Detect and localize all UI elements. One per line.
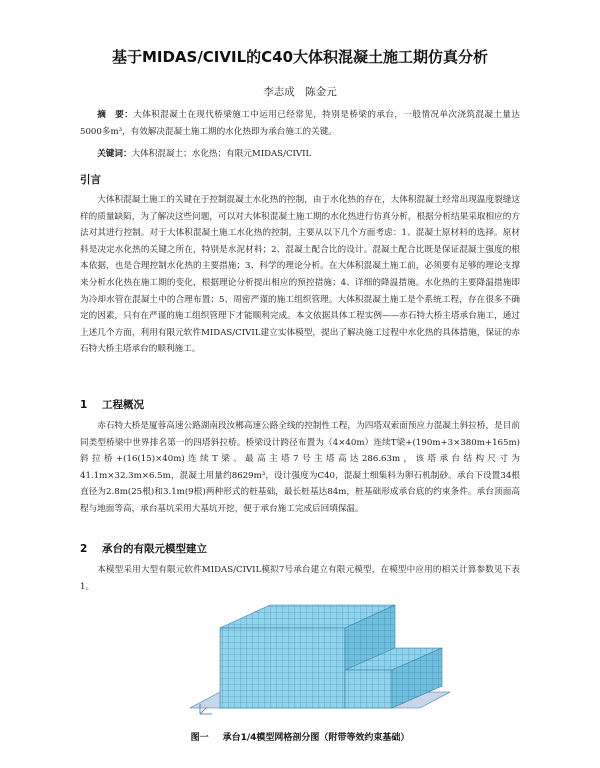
- section2-paragraph: 本模型采用大型有限元软件MIDAS/CIVIL模拟7号承台建立有限元模型，在模型中应用的相关计算参数见下表1。: [80, 565, 520, 592]
- abstract-label: 摘 要：: [97, 110, 134, 120]
- keywords-label: 关键词：: [97, 149, 132, 159]
- section1-title: 工程概况: [102, 399, 144, 411]
- keywords: [80, 146, 520, 163]
- intro-paragraph: 大体积混凝土施工的关键在于控制混凝土水化热的控制，由于水化热的存在，大体积混凝土经常出现温度裂缝这样的质量缺陷，为了解决这些问题，可以对大体积混凝土施工期的水化热进行仿真分析，根据分析结果采取相应的方法对其进行控制。对于大体积混凝土施工水化热的控制，主要从以下几个方面考虑：1、混凝土原材料的选择。原材料是决定水化热的关键之所在，特别是水泥材料；2、混凝土配合比的设计。混凝土配合比既是保证混凝土强度的根本依据，也是合理控制水化热的主要措施；3、科学的理论分析。在大体积混凝土施工前，必须要有足够的理论支撑来分析水化热在施工期的变化，根据理论分析提出相应的预控措施；4、详细的降温措施。水化热的主要降温措施即为冷却水管在混凝土中的合理布置；5、周密严谨的施工组织管理。大体积混凝土施工是个系统工程，存在很多不确定的因素，只有在严谨的施工组织管理下才能顺利完成。本文依据具体工程实例——赤石特大桥主塔承台施工，通过上述几个方面，利用有限元软件MIDAS/CIVIL建立实体模型，提出了解决施工过程中水化热的具体措施，保证的赤石特大桥主塔承台的顺利施工。: [80, 195, 520, 355]
- step-front-grid: [345, 670, 392, 708]
- section2-heading: [80, 541, 207, 556]
- keywords-text: 大体积混凝土；水化热；有限元MIDAS/CIVIL: [131, 149, 312, 159]
- section1-number: 1: [80, 399, 88, 411]
- figure-number: 图一: [190, 733, 209, 743]
- abstract-text: 大体积混凝土在现代桥梁施工中运用已经常见，特别是桥梁的承台，一般情况单次浇筑混凝土量达5000多m³，有效解决混凝土施工期的水化热即为承台施工的关键。: [80, 110, 520, 137]
- paper-title: 基于MIDAS/CIVIL的C40大体积混凝土施工期仿真分析: [111, 48, 489, 66]
- section2-title: 承台的有限元模型建立: [102, 543, 207, 555]
- intro-heading: 引言: [80, 174, 101, 186]
- paper-authors: 李志成 陈金元: [263, 86, 337, 98]
- figure-caption: [0, 730, 600, 743]
- section1-paragraph: 赤石特大桥是厦蓉高速公路湖南段汝郴高速公路全线的控制性工程，为四塔双索面预应力混凝土斜拉桥，是目前同类型桥梁中世界排名第一的四塔斜拉桥。桥梁设计跨径布置为（4×40m）连续T梁+(190m+3×380m+165m)斜拉桥+(16(15)×40m)连续T梁。最高主塔7号主塔高达286.63m，该塔承台结构尺寸为41.1m×32.3m×6.5m，混凝土用量约8629m³，设计强度为C40，混凝土细集料为卵石机制砂。承台下设置34根直径为2.8m(25根)和3.1m(9根)两种形式的桩基础，最长桩基达84m，桩基础形成承台底的约束条件。承台顶面高程与地面等高，承台基坑采用大基坑开挖，便于承台施工完成后回填保温。: [80, 421, 520, 514]
- block-front-grid: [220, 628, 345, 708]
- mesh-figure: [180, 600, 450, 722]
- section2-number: 2: [80, 543, 88, 555]
- abstract: [80, 107, 520, 140]
- section1-heading: [80, 397, 144, 412]
- figure-caption-text: 承台1/4模型网格剖分图（附带等效约束基础）: [222, 733, 410, 743]
